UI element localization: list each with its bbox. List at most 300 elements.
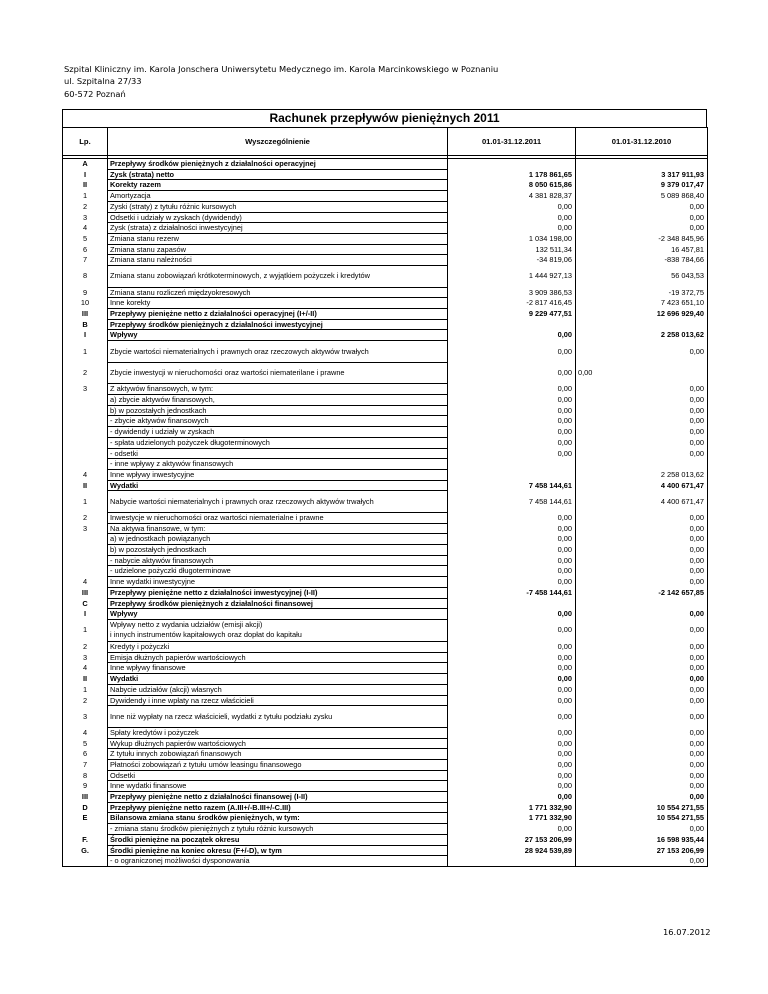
row-lp: 3 <box>63 212 108 223</box>
table-row <box>63 834 708 845</box>
row-value-2010 <box>576 598 708 609</box>
row-value-2010: 0,00 <box>576 566 708 577</box>
row-value-2011: 7 458 144,61 <box>448 491 576 513</box>
row-lp <box>63 437 108 448</box>
row-lp: 2 <box>63 362 108 384</box>
row-lp: D <box>63 802 108 813</box>
row-description: Środki pieniężne na koniec okresu (F+/-D), w tym <box>108 845 448 856</box>
row-value-2011: 0,00 <box>448 437 576 448</box>
row-value-2010: 0,00 <box>576 695 708 706</box>
table-row <box>63 738 708 749</box>
table-row <box>63 663 708 674</box>
row-description: Odsetki <box>108 770 448 781</box>
table-row <box>63 727 708 738</box>
row-value-2011: 0,00 <box>448 609 576 620</box>
row-description: - zbycie aktywów finansowych <box>108 416 448 427</box>
row-value-2011: 0,00 <box>448 674 576 685</box>
row-value-2011: 0,00 <box>448 416 576 427</box>
row-value-2010: 0,00 <box>576 856 708 867</box>
table-row <box>63 598 708 609</box>
row-lp: 3 <box>63 652 108 663</box>
table-row <box>63 341 708 363</box>
row-lp: III <box>63 792 108 803</box>
row-value-2010: 0,00 <box>576 427 708 438</box>
row-value-2010: 0,00 <box>576 781 708 792</box>
row-description: Spłaty kredytów i pożyczek <box>108 727 448 738</box>
row-description: Inne niż wypłaty na rzecz właścicieli, wydatki z tytułu podziału zysku <box>108 706 448 728</box>
row-value-2011: 0,00 <box>448 330 576 341</box>
table-row <box>63 781 708 792</box>
row-value-2010: 0,00 <box>576 534 708 545</box>
row-lp: 8 <box>63 770 108 781</box>
row-description: Na aktywa finansowe, w tym: <box>108 523 448 534</box>
row-description: Inne wydatki finansowe <box>108 781 448 792</box>
table-row <box>63 545 708 556</box>
row-value-2011: 0,00 <box>448 384 576 395</box>
row-value-2010: 16 457,81 <box>576 244 708 255</box>
row-value-2010: 2 258 013,62 <box>576 330 708 341</box>
row-description: Przepływy środków pieniężnych z działalności finansowej <box>108 598 448 609</box>
row-lp <box>63 405 108 416</box>
row-value-2011: 0,00 <box>448 523 576 534</box>
row-value-2011: 8 050 615,86 <box>448 180 576 191</box>
row-lp <box>63 448 108 459</box>
row-value-2011: 28 924 539,89 <box>448 845 576 856</box>
row-value-2011: 1 771 332,90 <box>448 802 576 813</box>
row-description: Wykup dłużnych papierów wartościowych <box>108 738 448 749</box>
statement-title: Rachunek przepływów pieniężnych 2011 <box>62 109 707 128</box>
row-description: Bilansowa zmiana stanu środków pieniężnych, w tym: <box>108 813 448 824</box>
row-value-2011: 0,00 <box>448 395 576 406</box>
row-lp <box>63 566 108 577</box>
table-row <box>63 244 708 255</box>
row-value-2010: 10 554 271,55 <box>576 802 708 813</box>
row-lp: 9 <box>63 781 108 792</box>
row-description: - zmiana stanu środków pieniężnych z tytułu różnic kursowych <box>108 824 448 835</box>
row-lp: III <box>63 587 108 598</box>
table-row <box>63 523 708 534</box>
row-description: Z aktywów finansowych, w tym: <box>108 384 448 395</box>
row-lp: 2 <box>63 641 108 652</box>
row-value-2010: 5 089 868,40 <box>576 191 708 202</box>
row-value-2010: 0,00 <box>576 674 708 685</box>
table-row <box>63 319 708 330</box>
row-lp: 1 <box>63 619 108 641</box>
row-value-2011: 0,00 <box>448 652 576 663</box>
row-value-2011: 3 909 386,53 <box>448 287 576 298</box>
row-value-2010: 0,00 <box>576 448 708 459</box>
table-row <box>63 480 708 491</box>
row-lp: 2 <box>63 695 108 706</box>
row-description: Wydatki <box>108 480 448 491</box>
table-row <box>63 684 708 695</box>
row-value-2010: 0,00 <box>576 416 708 427</box>
row-lp <box>63 459 108 470</box>
table-row <box>63 770 708 781</box>
row-value-2010: 0,00 <box>576 395 708 406</box>
row-value-2010: 0,00 <box>576 738 708 749</box>
row-value-2011: -34 819,06 <box>448 255 576 266</box>
row-description: - dywidendy i udziały w zyskach <box>108 427 448 438</box>
table-row <box>63 427 708 438</box>
table-row <box>63 749 708 760</box>
row-value-2011: 9 229 477,51 <box>448 309 576 320</box>
row-value-2011: 0,00 <box>448 212 576 223</box>
row-value-2011: 1 444 927,13 <box>448 266 576 288</box>
row-value-2011: 0,00 <box>448 362 576 384</box>
table-row <box>63 706 708 728</box>
row-value-2011: 1 034 198,00 <box>448 233 576 244</box>
table-row <box>63 309 708 320</box>
row-description: Inwestycje w nieruchomości oraz wartości niematerialne i prawne <box>108 512 448 523</box>
row-lp: I <box>63 169 108 180</box>
table-row <box>63 255 708 266</box>
row-value-2010: 56 043,53 <box>576 266 708 288</box>
table-row <box>63 416 708 427</box>
row-description: Zmiana stanu rezerw <box>108 233 448 244</box>
row-value-2010: 0,00 <box>576 792 708 803</box>
row-description: Wpływy <box>108 609 448 620</box>
row-lp: 3 <box>63 706 108 728</box>
row-value-2011: 0,00 <box>448 738 576 749</box>
row-value-2011: 0,00 <box>448 770 576 781</box>
row-description: Przepływy pieniężne netto razem (A.III+/-B.III+/-C.III) <box>108 802 448 813</box>
table-row <box>63 813 708 824</box>
row-description: Zysk (strata) z działalności inwestycyjnej <box>108 223 448 234</box>
row-value-2010: 0,00 <box>576 619 708 641</box>
row-value-2010: 0,00 <box>576 577 708 588</box>
row-lp: 7 <box>63 759 108 770</box>
row-value-2011: 0,00 <box>448 781 576 792</box>
row-value-2011: 0,00 <box>448 512 576 523</box>
table-row <box>63 512 708 523</box>
table-row <box>63 233 708 244</box>
row-value-2011: 0,00 <box>448 566 576 577</box>
table-row <box>63 587 708 598</box>
table-row <box>63 759 708 770</box>
row-value-2010: 0,00 <box>576 555 708 566</box>
row-description: Wydatki <box>108 674 448 685</box>
row-lp: 9 <box>63 287 108 298</box>
row-description: Zbycie inwestycji w nieruchomości oraz wartości niematerilane i prawne <box>108 362 448 384</box>
row-value-2010: 27 153 206,99 <box>576 845 708 856</box>
row-value-2010: 9 379 017,47 <box>576 180 708 191</box>
row-lp: II <box>63 180 108 191</box>
table-row <box>63 287 708 298</box>
row-value-2010: 7 423 651,10 <box>576 298 708 309</box>
row-description: Zmiana stanu zapasów <box>108 244 448 255</box>
row-description: Z tytułu innych zobowiązań finansowych <box>108 749 448 760</box>
row-description: Wpływy <box>108 330 448 341</box>
row-description: Płatności zobowiązań z tytułu umów leasingu finansowego <box>108 759 448 770</box>
row-value-2011: 0,00 <box>448 341 576 363</box>
row-lp: 2 <box>63 512 108 523</box>
table-row <box>63 459 708 470</box>
row-description: Nabycie wartości niematerialnych i prawnych oraz rzeczowych aktywów trwałych <box>108 491 448 513</box>
row-value-2011: 1 178 861,65 <box>448 169 576 180</box>
row-value-2011: 0,00 <box>448 577 576 588</box>
row-value-2011: 0,00 <box>448 749 576 760</box>
row-description: Korekty razem <box>108 180 448 191</box>
row-value-2010: 0,00 <box>576 201 708 212</box>
row-value-2010: -2 348 845,96 <box>576 233 708 244</box>
row-lp: 4 <box>63 577 108 588</box>
row-description: Amortyzacja <box>108 191 448 202</box>
row-value-2010: 0,00 <box>576 663 708 674</box>
row-value-2011 <box>448 469 576 480</box>
row-description: - odsetki <box>108 448 448 459</box>
table-row <box>63 330 708 341</box>
row-lp: I <box>63 330 108 341</box>
row-value-2011: -7 458 144,61 <box>448 587 576 598</box>
row-value-2010: 0,00 <box>576 641 708 652</box>
row-value-2011 <box>448 319 576 330</box>
row-value-2010: -2 142 657,85 <box>576 587 708 598</box>
table-body <box>63 159 708 867</box>
cash-flow-table <box>62 127 708 867</box>
row-lp: 1 <box>63 191 108 202</box>
row-description: Przepływy pieniężne netto z działalności finansowej (I-II) <box>108 792 448 803</box>
row-value-2010: 0,00 <box>576 609 708 620</box>
row-description: - nabycie aktywów finansowych <box>108 555 448 566</box>
row-description: Inne wpływy finansowe <box>108 663 448 674</box>
row-description: Zbycie wartości niematerialnych i prawnych oraz rzeczowych aktywów trwałych <box>108 341 448 363</box>
row-value-2010: 3 317 911,93 <box>576 169 708 180</box>
row-description: Inne wydatki inwestycyjne <box>108 577 448 588</box>
table-row <box>63 802 708 813</box>
table-row <box>63 856 708 867</box>
row-lp: III <box>63 309 108 320</box>
row-description: Zyski (straty) z tytułu różnic kursowych <box>108 201 448 212</box>
row-description: b) w pozostałych jednostkach <box>108 405 448 416</box>
row-value-2011: 0,00 <box>448 792 576 803</box>
table-row <box>63 169 708 180</box>
row-lp <box>63 395 108 406</box>
row-value-2010 <box>576 159 708 170</box>
column-header-lp: Lp. <box>63 128 108 156</box>
table-row <box>63 845 708 856</box>
row-lp: C <box>63 598 108 609</box>
row-value-2010: 0,00 <box>576 212 708 223</box>
table-row <box>63 555 708 566</box>
table-row <box>63 792 708 803</box>
row-lp: 4 <box>63 469 108 480</box>
row-value-2011: 1 771 332,90 <box>448 813 576 824</box>
row-lp <box>63 555 108 566</box>
column-header-2010: 01.01-31.12.2010 <box>576 128 708 156</box>
row-value-2011: 7 458 144,61 <box>448 480 576 491</box>
row-value-2011: 4 381 828,37 <box>448 191 576 202</box>
row-value-2011: 0,00 <box>448 223 576 234</box>
row-lp: 4 <box>63 727 108 738</box>
row-value-2010: 12 696 929,40 <box>576 309 708 320</box>
institution-name: Szpital Kliniczny im. Karola Jonschera Uniwersytetu Medycznego im. Karola Marcinkowskiego w Poznaniu <box>64 64 499 74</box>
row-value-2011: 0,00 <box>448 534 576 545</box>
row-value-2011: 0,00 <box>448 695 576 706</box>
row-description: Środki pieniężne na początek okresu <box>108 834 448 845</box>
row-value-2010: 0,00 <box>576 749 708 760</box>
row-description: - spłata udzielonych pożyczek długoterminowych <box>108 437 448 448</box>
institution-street: ul. Szpitalna 27/33 <box>64 76 142 87</box>
row-lp: 10 <box>63 298 108 309</box>
row-description: Przepływy środków pieniężnych z działalności operacyjnej <box>108 159 448 170</box>
row-lp: E <box>63 813 108 824</box>
row-value-2011: 0,00 <box>448 684 576 695</box>
table-row <box>63 437 708 448</box>
row-value-2010: 0,00 <box>576 405 708 416</box>
row-lp <box>63 824 108 835</box>
row-value-2011 <box>448 856 576 867</box>
row-lp: 3 <box>63 384 108 395</box>
row-value-2010: 0,00 <box>576 362 708 384</box>
row-lp: II <box>63 480 108 491</box>
row-lp <box>63 545 108 556</box>
table-row <box>63 448 708 459</box>
row-description: Kredyty i pożyczki <box>108 641 448 652</box>
row-value-2010: 0,00 <box>576 437 708 448</box>
row-value-2011: 0,00 <box>448 727 576 738</box>
row-value-2011: 0,00 <box>448 759 576 770</box>
row-lp: 4 <box>63 663 108 674</box>
row-description: - udzielone pożyczki długoterminowe <box>108 566 448 577</box>
row-lp: 6 <box>63 749 108 760</box>
row-value-2010: 0,00 <box>576 512 708 523</box>
row-description: - o ograniczonej możliwości dysponowania <box>108 856 448 867</box>
table-row <box>63 201 708 212</box>
table-row <box>63 395 708 406</box>
institution-city: 60-572 Poznań <box>64 88 126 99</box>
table-row <box>63 405 708 416</box>
row-value-2010: 0,00 <box>576 770 708 781</box>
row-value-2011: 0,00 <box>448 545 576 556</box>
row-description: b) w pozostałych jednostkach <box>108 545 448 556</box>
row-value-2010: 0,00 <box>576 824 708 835</box>
table-row <box>63 384 708 395</box>
row-lp: G. <box>63 845 108 856</box>
table-row <box>63 641 708 652</box>
row-value-2011: 0,00 <box>448 555 576 566</box>
row-value-2010: 0,00 <box>576 523 708 534</box>
table-row <box>63 223 708 234</box>
row-value-2011: 0,00 <box>448 824 576 835</box>
row-value-2010: 16 598 935,44 <box>576 834 708 845</box>
row-value-2010: 0,00 <box>576 384 708 395</box>
row-value-2010: 0,00 <box>576 223 708 234</box>
row-lp <box>63 856 108 867</box>
table-header-row <box>63 128 708 156</box>
row-lp: 8 <box>63 266 108 288</box>
row-lp: I <box>63 609 108 620</box>
row-lp: B <box>63 319 108 330</box>
row-lp <box>63 534 108 545</box>
row-description: Zmiana stanu rozliczeń międzyokresowych <box>108 287 448 298</box>
table-row <box>63 266 708 288</box>
row-value-2010: 0,00 <box>576 545 708 556</box>
row-value-2010: 4 400 671,47 <box>576 491 708 513</box>
row-description: Wpływy netto z wydania udziałów (emisji akcji) i innych instrumentów kapitałowych oraz dopłat do kapitału <box>108 619 448 641</box>
table-row <box>63 159 708 170</box>
row-description: Zysk (strata) netto <box>108 169 448 180</box>
table-row <box>63 298 708 309</box>
table-row <box>63 566 708 577</box>
row-value-2010 <box>576 319 708 330</box>
row-value-2011: 132 511,34 <box>448 244 576 255</box>
row-lp: 3 <box>63 523 108 534</box>
row-description: - inne wpływy z aktywów finansowych <box>108 459 448 470</box>
row-description: Przepływy pieniężne netto z działalności inwestycyjnej (I-II) <box>108 587 448 598</box>
row-description: Zmiana stanu zobowiązań krótkoterminowych, z wyjątkiem pożyczek i kredytów <box>108 266 448 288</box>
row-value-2010: 4 400 671,47 <box>576 480 708 491</box>
row-lp: 7 <box>63 255 108 266</box>
row-description: Odsetki i udziały w zyskach (dywidendy) <box>108 212 448 223</box>
table-row <box>63 191 708 202</box>
table-row <box>63 674 708 685</box>
table-row <box>63 619 708 641</box>
row-value-2011 <box>448 159 576 170</box>
row-lp: 5 <box>63 233 108 244</box>
row-description: Nabycie udziałów (akcji) własnych <box>108 684 448 695</box>
row-lp: 5 <box>63 738 108 749</box>
row-lp: 1 <box>63 684 108 695</box>
row-lp: 4 <box>63 223 108 234</box>
row-description: a) zbycie aktywów finansowych, <box>108 395 448 406</box>
row-value-2011: 0,00 <box>448 448 576 459</box>
footer-date: 16.07.2012 <box>663 927 711 937</box>
row-lp: 6 <box>63 244 108 255</box>
row-value-2011 <box>448 459 576 470</box>
row-value-2010: 0,00 <box>576 759 708 770</box>
table-row <box>63 212 708 223</box>
table-row <box>63 652 708 663</box>
table-row <box>63 534 708 545</box>
row-value-2011: 27 153 206,99 <box>448 834 576 845</box>
column-header-2011: 01.01-31.12.2011 <box>448 128 576 156</box>
row-lp <box>63 427 108 438</box>
row-lp: II <box>63 674 108 685</box>
table-row <box>63 491 708 513</box>
table-row <box>63 180 708 191</box>
column-header-description: Wyszczególnienie <box>108 128 448 156</box>
row-value-2011 <box>448 598 576 609</box>
row-value-2011: 0,00 <box>448 663 576 674</box>
row-lp: 2 <box>63 201 108 212</box>
row-description: Inne korekty <box>108 298 448 309</box>
row-value-2011: 0,00 <box>448 706 576 728</box>
row-value-2011: 0,00 <box>448 201 576 212</box>
row-value-2010: -838 784,66 <box>576 255 708 266</box>
row-lp: A <box>63 159 108 170</box>
row-lp: 1 <box>63 491 108 513</box>
row-description: Inne wpływy inwestycyjne <box>108 469 448 480</box>
row-lp <box>63 416 108 427</box>
row-value-2011: 0,00 <box>448 641 576 652</box>
row-value-2011: 0,00 <box>448 619 576 641</box>
table-row <box>63 824 708 835</box>
table-row <box>63 695 708 706</box>
table-row <box>63 609 708 620</box>
row-value-2011: 0,00 <box>448 427 576 438</box>
row-value-2010: 0,00 <box>576 706 708 728</box>
row-lp: F. <box>63 834 108 845</box>
table-row <box>63 362 708 384</box>
row-value-2010 <box>576 459 708 470</box>
row-description: Dywidendy i inne wpłaty na rzecz właścicieli <box>108 695 448 706</box>
row-description: Przepływy pieniężne netto z działalności operacyjnej (I+/-II) <box>108 309 448 320</box>
row-value-2010: 2 258 013,62 <box>576 469 708 480</box>
row-description: Przepływy środków pieniężnych z działalności inwestycyjnej <box>108 319 448 330</box>
row-lp: 1 <box>63 341 108 363</box>
row-description: Zmiana stanu należności <box>108 255 448 266</box>
